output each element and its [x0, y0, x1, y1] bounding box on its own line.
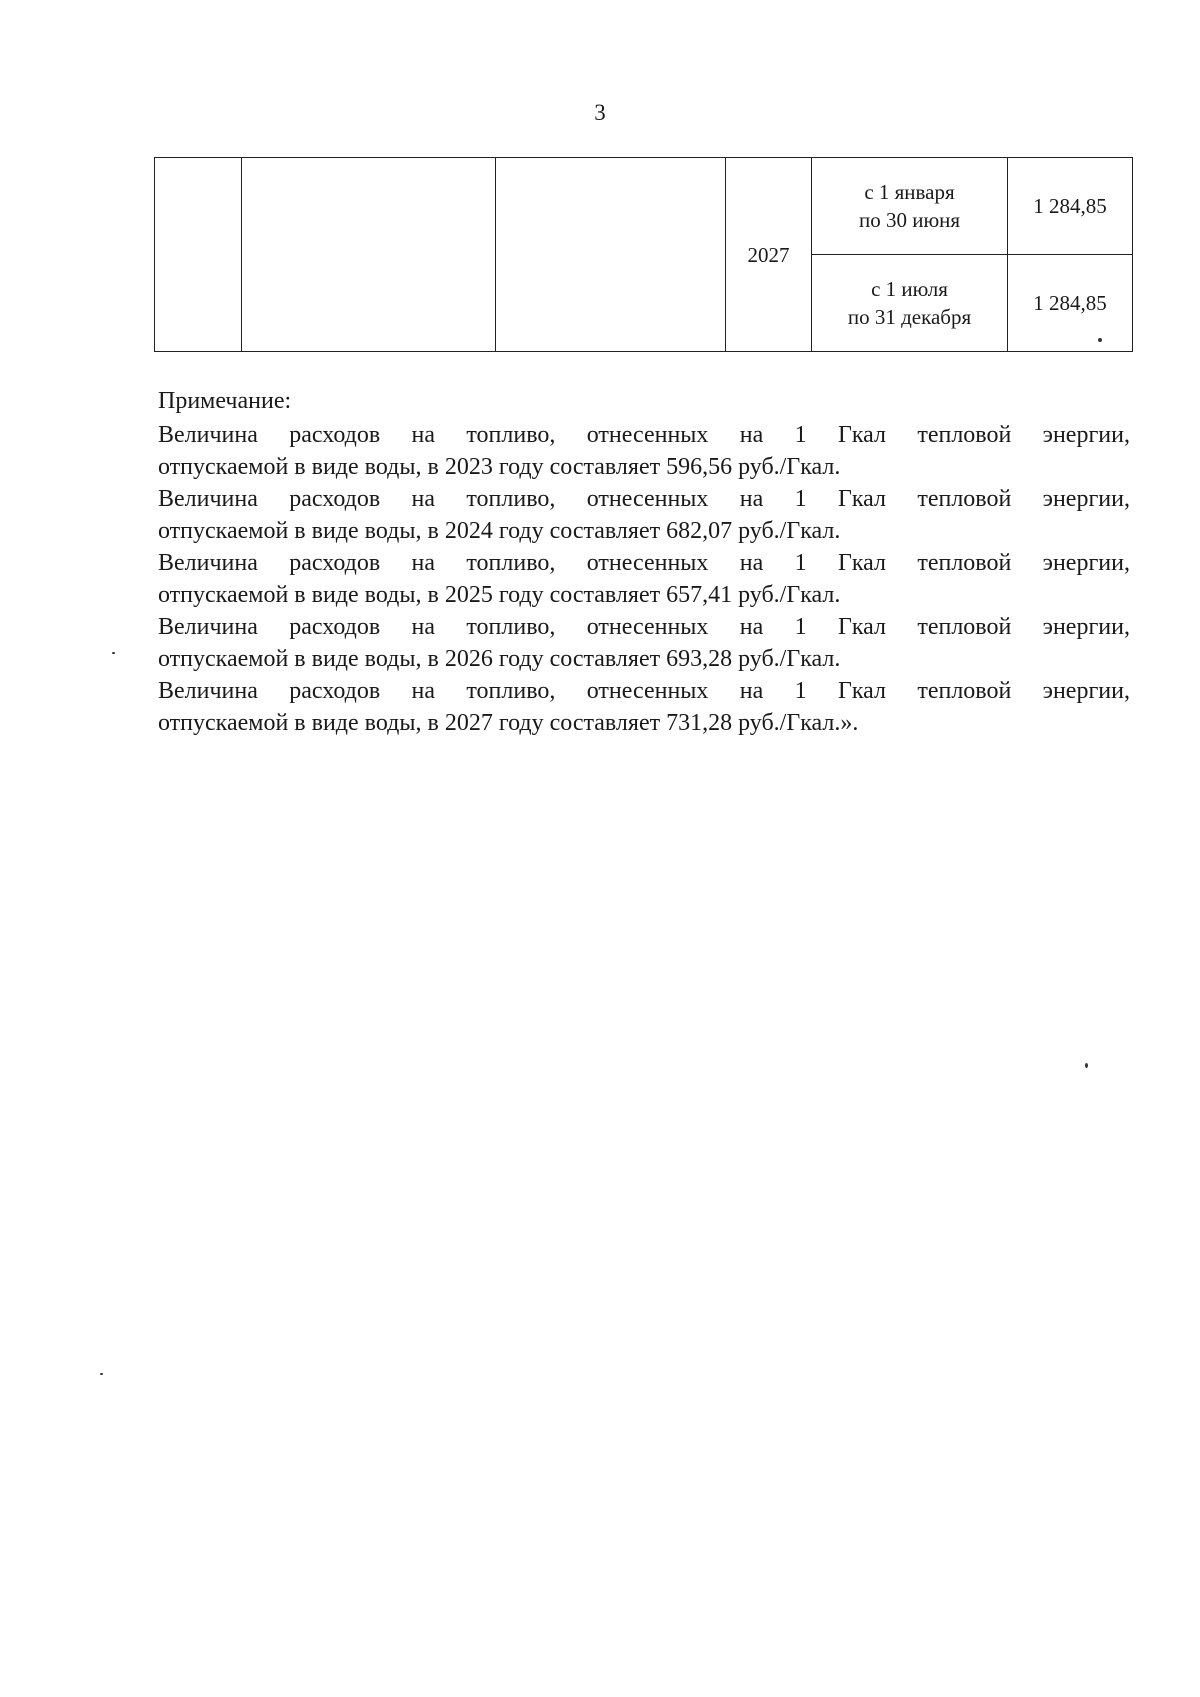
note-title: Примечание: — [158, 388, 292, 414]
note-item — [158, 611, 1130, 675]
year-label: 2027 — [747, 242, 790, 267]
table-row — [155, 158, 1133, 255]
tariff-value: 1 284,85 — [1033, 194, 1107, 218]
table-cell-empty — [496, 158, 726, 352]
note-item — [158, 419, 1130, 483]
table-cell-value — [1008, 158, 1133, 255]
period-end: по 30 июня — [858, 208, 961, 232]
period-end: по 31 декабря — [847, 305, 972, 329]
note-line: Величина расходов на топливо, отнесенных на 1 Гкал тепловой энергии, — [158, 678, 1130, 704]
period-start: с 1 июля — [871, 277, 948, 301]
note-line: Величина расходов на топливо, отнесенных на 1 Гкал тепловой энергии, — [158, 486, 1130, 512]
scan-speck — [1085, 1063, 1088, 1068]
page-number: 3 — [594, 100, 606, 125]
tariff-table — [154, 157, 1133, 352]
note-line: отпускаемой в виде воды, в 2023 году составляет 596,56 руб./Гкал. — [158, 454, 841, 480]
note-line: отпускаемой в виде воды, в 2025 году составляет 657,41 руб./Гкал. — [158, 582, 841, 608]
table-cell-year — [726, 158, 812, 352]
note-section — [158, 385, 1130, 739]
note-line: отпускаемой в виде воды, в 2024 году составляет 682,07 руб./Гкал. — [158, 518, 841, 544]
note-line: отпускаемой в виде воды, в 2026 году составляет 693,28 руб./Гкал. — [158, 646, 841, 672]
scan-speck — [100, 1373, 103, 1375]
table-cell-empty — [242, 158, 496, 352]
table-cell-period — [812, 158, 1008, 255]
note-line: Величина расходов на топливо, отнесенных на 1 Гкал тепловой энергии, — [158, 422, 1130, 448]
note-line: Величина расходов на топливо, отнесенных на 1 Гкал тепловой энергии, — [158, 614, 1130, 640]
note-line: отпускаемой в виде воды, в 2027 году составляет 731,28 руб./Гкал.». — [158, 710, 859, 736]
scan-speck — [112, 652, 115, 654]
note-item — [158, 675, 1130, 739]
table-cell-value — [1008, 255, 1133, 352]
note-item — [158, 547, 1130, 611]
scan-speck — [1098, 338, 1102, 342]
tariff-value: 1 284,85 — [1033, 291, 1107, 315]
table-cell-empty — [155, 158, 242, 352]
period-start: с 1 января — [864, 180, 955, 204]
note-item — [158, 483, 1130, 547]
note-line: Величина расходов на топливо, отнесенных на 1 Гкал тепловой энергии, — [158, 550, 1130, 576]
table-cell-period — [812, 255, 1008, 352]
